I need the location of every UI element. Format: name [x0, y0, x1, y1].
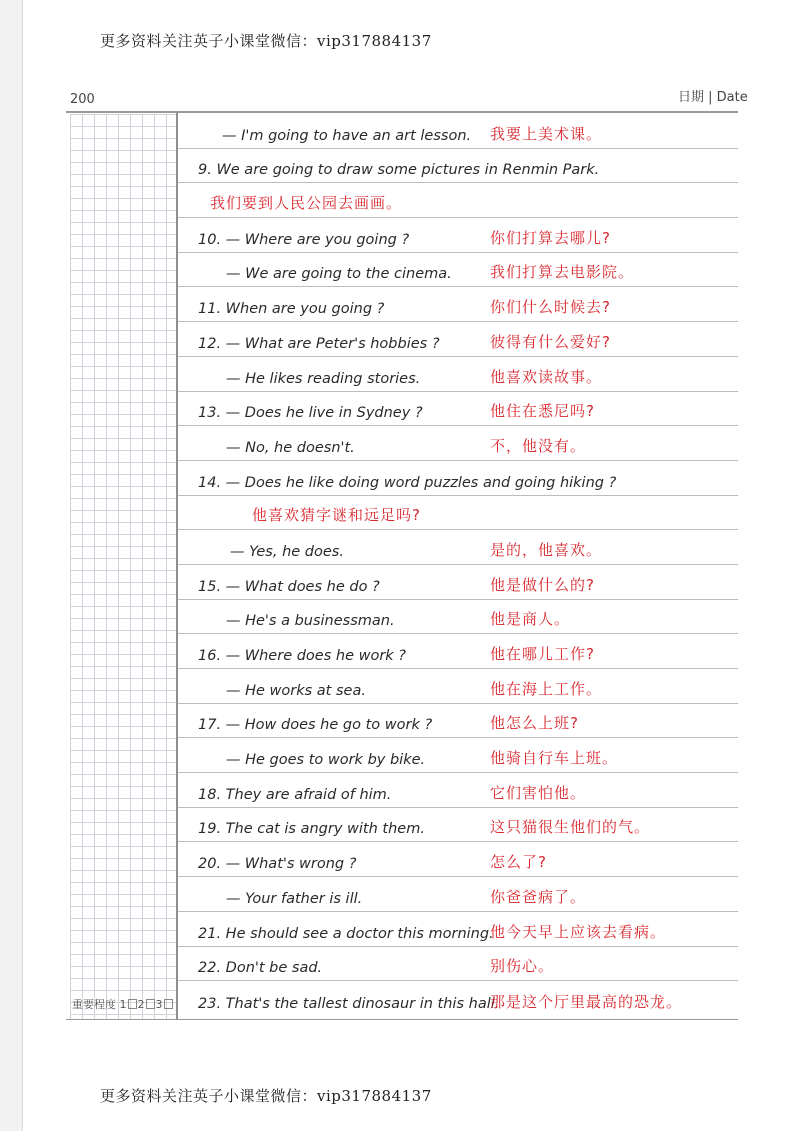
line-row: [178, 981, 738, 1016]
english-sentence: — No, he doesn't.: [226, 439, 355, 456]
english-sentence: — We are going to the cinema.: [226, 266, 452, 283]
english-sentence: 22. Don't be sad.: [198, 960, 323, 977]
english-sentence: — Yes, he does.: [230, 543, 344, 560]
english-sentence: 16. — Where does he work ?: [198, 648, 406, 664]
english-sentence: — Your father is ill.: [226, 890, 363, 907]
footer-watermark-text: 更多资料关注英子小课堂微信：vip317884137: [100, 1087, 432, 1105]
chinese-translation: 他骑自行车上班。: [490, 749, 619, 768]
chinese-translation: 我们打算去电影院。: [490, 263, 635, 282]
line-row: [178, 357, 738, 392]
ruled-lines-area: [178, 114, 738, 1020]
chinese-translation: 他住在悉尼吗?: [490, 402, 595, 421]
english-sentence: — I'm going to have an art lesson.: [222, 127, 472, 144]
line-row: [178, 114, 738, 149]
line-row: [178, 392, 738, 427]
line-row: [178, 253, 738, 288]
line-row: [178, 600, 738, 635]
english-sentence: 9. We are going to draw some pictures in Renmin Park.: [198, 162, 600, 179]
english-sentence: — He's a businessman.: [226, 613, 395, 630]
chinese-translation: 他在哪儿工作?: [490, 645, 595, 663]
chinese-translation: 他是做什么的?: [490, 575, 595, 594]
english-sentence: — He likes reading stories.: [226, 370, 421, 387]
line-row: [178, 773, 738, 808]
line-row: [178, 808, 738, 843]
top-rule-line: [66, 111, 738, 113]
english-sentence: 19. The cat is angry with them.: [198, 821, 425, 838]
grid-margin-column: [70, 114, 176, 1020]
page-number: 200: [70, 92, 95, 107]
chinese-translation: 我们要到人民公园去画画。: [210, 194, 403, 213]
chinese-translation: 我要上美术课。: [490, 124, 603, 143]
line-row: [178, 496, 738, 531]
importance-rating: [72, 996, 174, 1012]
line-row: [178, 461, 738, 496]
english-sentence: 21. He should see a doctor this morning.: [198, 925, 494, 942]
line-row: [178, 738, 738, 773]
english-sentence: 14. — Does he like doing word puzzles and going hiking ?: [198, 474, 617, 491]
chinese-translation: 他怎么上班?: [490, 714, 579, 733]
importance-level-2: 2: [137, 998, 145, 1011]
english-sentence: — He works at sea.: [226, 682, 366, 699]
line-row: [178, 704, 738, 739]
line-row: [178, 842, 738, 877]
chinese-translation: 不，他没有。: [490, 436, 587, 455]
chinese-translation: 他喜欢读故事。: [490, 367, 603, 386]
chinese-translation: 怎么了?: [490, 853, 547, 872]
line-row: [178, 912, 738, 947]
checkbox-icon: [146, 999, 155, 1009]
english-sentence: 18. They are afraid of him.: [198, 786, 392, 803]
line-row: [178, 947, 738, 982]
english-sentence: — He goes to work by bike.: [226, 752, 426, 769]
chinese-translation: 他是商人。: [490, 610, 571, 629]
line-row: [178, 877, 738, 912]
line-row: [178, 634, 738, 669]
chinese-translation: 别伤心。: [490, 957, 555, 976]
checkbox-icon: [164, 999, 173, 1009]
chinese-translation: 你们打算去哪儿?: [490, 228, 611, 247]
line-row: [178, 183, 738, 218]
chinese-translation: 他今天早上应该去看病。: [490, 922, 667, 941]
english-sentence: 15. — What does he do ?: [198, 578, 380, 595]
english-sentence: 23. That's the tallest dinosaur in this hall.: [198, 995, 500, 1012]
chinese-translation: 那是这个厅里最高的恐龙。: [490, 992, 683, 1011]
importance-level-3: 3: [155, 998, 163, 1011]
english-sentence: 12. — What are Peter's hobbies ?: [198, 335, 440, 352]
english-sentence: 13. — Does he live in Sydney ?: [198, 405, 423, 422]
line-row: [178, 218, 738, 253]
chinese-translation: 这只猫很生他们的气。: [490, 818, 651, 837]
chinese-translation: 彼得有什么爱好?: [490, 332, 611, 351]
english-sentence: 20. — What's wrong ?: [198, 856, 357, 873]
line-row: [178, 287, 738, 322]
english-sentence: 17. — How does he go to work ?: [198, 717, 433, 734]
chinese-translation: 你们什么时候去?: [490, 298, 611, 317]
line-row: [178, 149, 738, 184]
bottom-rule-line: [66, 1019, 738, 1020]
line-row: [178, 565, 738, 600]
line-row: [178, 669, 738, 704]
importance-label: 重要程度: [72, 998, 116, 1011]
chinese-translation: 是的，他喜欢。: [490, 540, 603, 559]
english-sentence: 10. — Where are you going ?: [198, 231, 410, 248]
date-label: 日期 | Date: [678, 90, 748, 105]
importance-level-1: 1: [119, 998, 127, 1011]
chinese-translation: 你爸爸病了。: [490, 887, 587, 906]
checkbox-icon: [128, 999, 137, 1009]
line-row: [178, 426, 738, 461]
header-watermark-text: 更多资料关注英子小课堂微信：vip317884137: [100, 32, 432, 50]
english-sentence: 11. When are you going ?: [198, 301, 385, 318]
chinese-translation: 他在海上工作。: [490, 679, 603, 698]
line-row: [178, 322, 738, 357]
chinese-translation: 它们害怕他。: [490, 783, 587, 802]
chinese-translation: 他喜欢猜字谜和远足吗?: [252, 506, 421, 525]
line-row: [178, 530, 738, 565]
